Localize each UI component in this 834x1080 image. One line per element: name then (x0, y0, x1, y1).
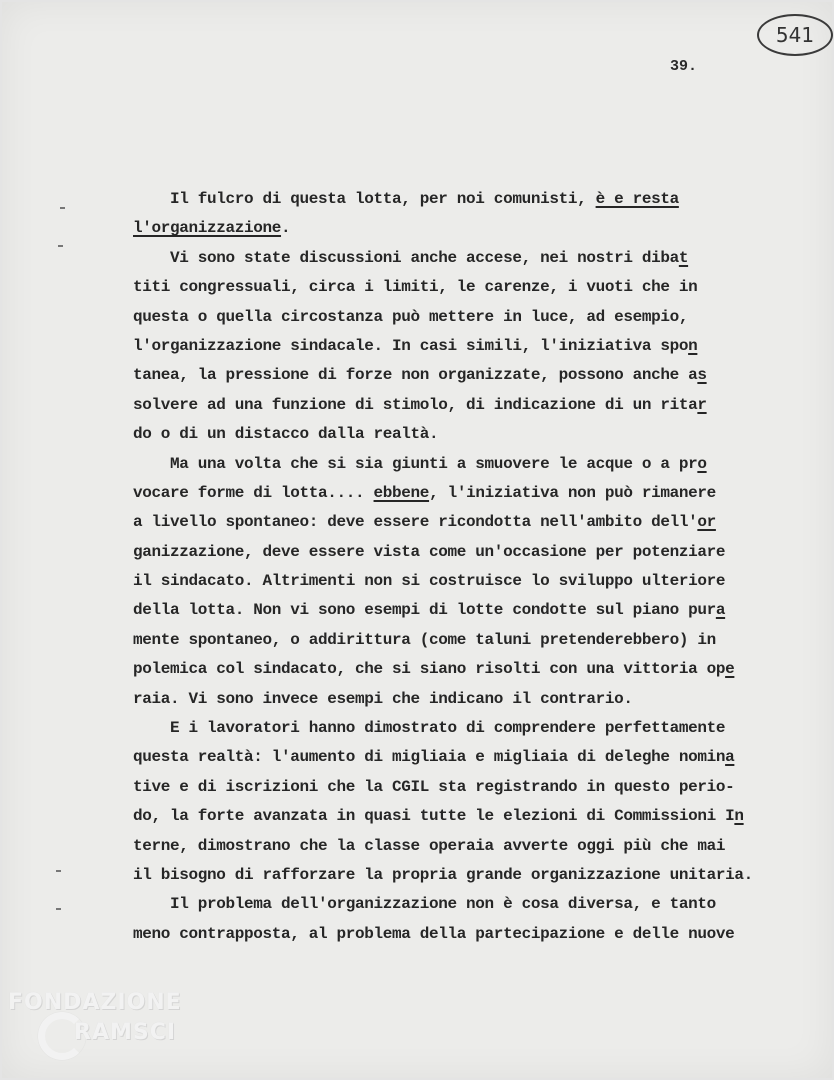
text-line (133, 832, 773, 861)
text-line (133, 185, 773, 214)
text-segment: della lotta. Non vi sono esempi di lotte condotte sul piano pur (133, 601, 716, 620)
text-line (133, 450, 773, 479)
underlined-text: a (725, 748, 735, 767)
text-segment: Il fulcro di questa lotta, per noi comunisti, (133, 190, 596, 208)
underlined-text: n (688, 336, 698, 355)
text-line (133, 743, 773, 772)
text-line (133, 508, 773, 537)
underlined-text: o (697, 454, 707, 473)
underlined-text: e (725, 660, 735, 679)
underlined-text: ebbene (373, 483, 430, 502)
fondazione-gramsci-watermark (8, 990, 218, 1076)
text-line (133, 361, 773, 390)
text-segment: terne, dimostrano che la classe operaia avverte oggi più che mai (133, 836, 726, 855)
text-segment: il bisogno di rafforzare la propria grande organizzazione unitaria. (133, 865, 753, 884)
underlined-text: a (715, 601, 726, 620)
text-segment: meno contrapposta, al problema della partecipazione e delle nuove (133, 924, 735, 943)
margin-mark (56, 870, 61, 872)
underlined-text: t (678, 248, 689, 267)
text-line (133, 596, 773, 625)
text-line (133, 244, 773, 273)
text-line (133, 861, 773, 890)
text-segment: questa realtà: l'aumento di migliaia e migliaia di deleghe nomin (133, 748, 726, 767)
text-segment: Ma una volta che si sia giunti a smuovere le acque o a pr (133, 454, 698, 473)
text-line (133, 626, 773, 655)
document-page (2, 2, 832, 1078)
text-segment: tive e di iscrizioni che la CGIL sta registrando in questo perio- (133, 777, 735, 796)
text-line (133, 567, 773, 596)
text-segment: tanea, la pressione di forze non organizzate, possono anche a (133, 366, 698, 385)
watermark-line-2: RAMSCI (74, 1020, 177, 1045)
text-segment: ganizzazione, deve essere vista come un'occasione per potenziare (133, 542, 726, 561)
text-line (133, 920, 773, 949)
text-segment: a livello spontaneo: deve essere ricondotta nell'ambito dell' (133, 513, 698, 532)
text-segment: Il problema dell'organizzazione non è cosa diversa, e tanto (133, 895, 716, 914)
underlined-text: s (697, 366, 707, 385)
text-line (133, 303, 773, 332)
text-segment: questa o quella circostanza può mettere in luce, ad esempio, (133, 307, 689, 326)
archive-stamp: 541 (757, 14, 833, 56)
text-segment: titi congressuali, circa i limiti, le carenze, i vuoti che in (133, 278, 698, 297)
margin-mark (56, 908, 61, 910)
text-segment: , l'iniziativa non può rimanere (429, 483, 716, 502)
text-line (133, 391, 773, 420)
text-segment: raia. Vi sono invece esempi che indicano il contrario. (133, 689, 633, 708)
typewritten-body-text (133, 185, 773, 949)
text-line (133, 773, 773, 802)
text-segment: do, la forte avanzata in quasi tutte le elezioni di Commissioni I (133, 807, 735, 826)
text-segment: vocare forme di lotta.... (133, 483, 374, 502)
underlined-text: n (734, 807, 744, 826)
text-segment: Vi sono state discussioni anche accese, nei nostri diba (133, 248, 679, 267)
text-segment: l'organizzazione sindacale. In casi simili, l'iniziativa spo (133, 336, 689, 355)
text-line (133, 420, 773, 449)
text-segment: polemica col sindacato, che si siano risolti con una vittoria op (133, 660, 726, 679)
text-segment: il sindacato. Altrimenti non si costruisce lo sviluppo ulteriore (133, 572, 726, 591)
margin-mark (60, 207, 65, 209)
margin-mark (58, 245, 63, 247)
text-line (133, 479, 773, 508)
text-segment: do o di un distacco dalla realtà. (133, 425, 439, 444)
text-line (133, 890, 773, 919)
text-segment: mente spontaneo, o addirittura (come taluni pretenderebbero) in (133, 630, 716, 649)
text-line (133, 714, 773, 743)
page-number: 39. (670, 58, 698, 75)
text-line (133, 685, 773, 714)
underlined-text: l'organizzazione (133, 219, 282, 238)
text-line (133, 655, 773, 684)
text-segment: E i lavoratori hanno dimostrato di comprendere perfettamente (133, 719, 726, 738)
text-line (133, 332, 773, 361)
text-segment: . (281, 219, 291, 238)
text-line (133, 538, 773, 567)
text-line (133, 802, 773, 831)
text-line (133, 273, 773, 302)
underlined-text: or (697, 513, 716, 532)
underlined-text: r (697, 395, 707, 414)
text-line (133, 214, 773, 243)
text-segment: solvere ad una funzione di stimolo, di indicazione di un rita (133, 395, 698, 414)
watermark-line-1: FONDAZIONE (8, 990, 182, 1015)
underlined-text: è e resta (595, 190, 679, 208)
